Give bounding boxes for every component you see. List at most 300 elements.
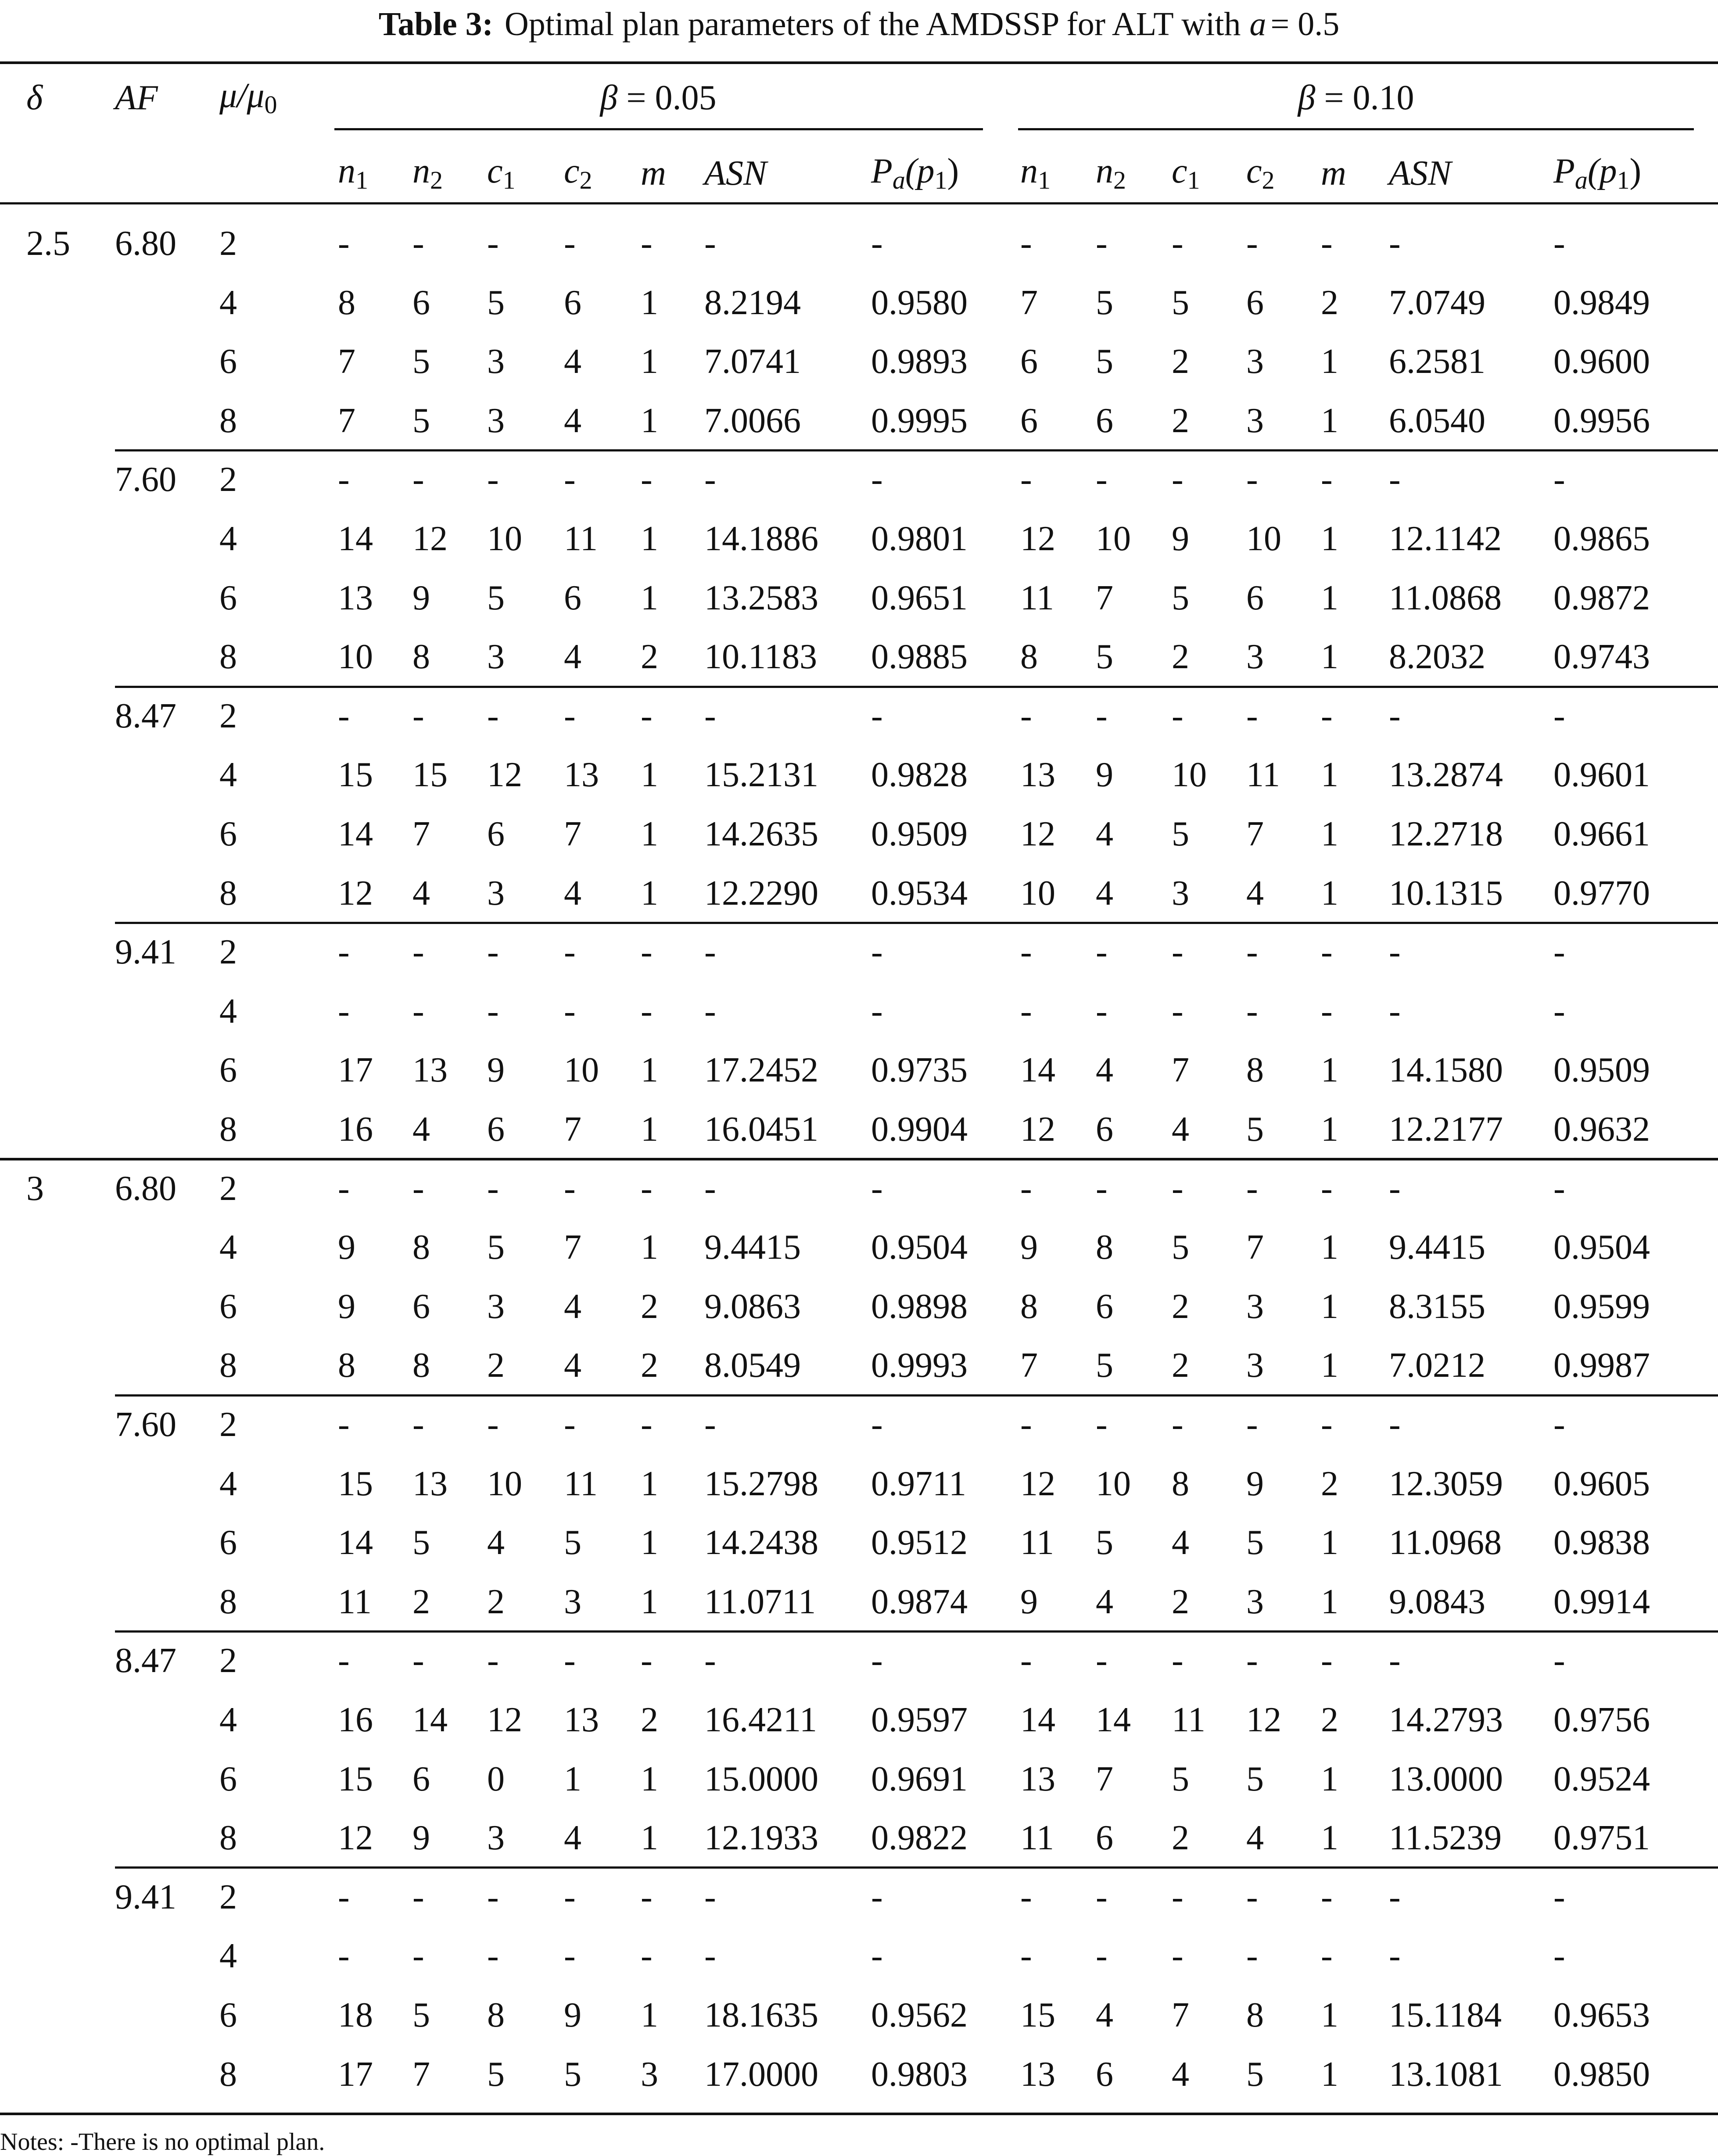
table-cell: 10: [1096, 1464, 1131, 1503]
table-cell: 14.2793: [1389, 1701, 1503, 1739]
table-cell: -: [1020, 992, 1032, 1031]
table-cell: -: [1172, 1641, 1184, 1680]
caption-param-value: = 0.5: [1270, 5, 1340, 43]
table-cell: 4: [564, 637, 581, 677]
table-cell: 4: [1246, 1819, 1264, 1858]
cell-mu-ratio: 8: [219, 1819, 237, 1858]
table-cell: 1: [641, 401, 658, 440]
table-cell: 1: [641, 815, 658, 853]
table-cell: 2: [1321, 1464, 1338, 1503]
table-cell: -: [1020, 1405, 1032, 1444]
table-cell: 0.9849: [1553, 283, 1650, 322]
table-cell: 4: [564, 342, 581, 381]
table-cell: 5: [1096, 1346, 1113, 1385]
table-cell: 1: [641, 519, 658, 558]
table-cell: 10.1183: [704, 637, 818, 677]
table-cell: 4: [564, 1819, 581, 1858]
table-cell: -: [487, 1405, 499, 1444]
table-cell: 5: [1246, 1759, 1264, 1798]
table-cell: 1: [641, 1051, 658, 1090]
table-cell: 8.3155: [1389, 1287, 1485, 1326]
table-cell: -: [1246, 460, 1258, 499]
table-cell: 8: [412, 1228, 430, 1267]
table-cell: 4: [1172, 1110, 1189, 1149]
table-cell: 8: [412, 1346, 430, 1385]
table-cell: 12.1933: [704, 1819, 818, 1858]
table-cell: 6: [1096, 401, 1113, 440]
cell-mu-ratio: 6: [219, 815, 237, 853]
beta-010-rule: [1018, 128, 1694, 130]
cell-mu-ratio: 6: [219, 1287, 237, 1326]
table-cell: 3: [564, 1582, 581, 1621]
af-group-rule: [115, 1866, 1718, 1869]
table-cell: -: [338, 1169, 350, 1208]
table-cell: 8: [487, 1996, 505, 2034]
table-cell: 0.9597: [871, 1701, 968, 1739]
table-cell: 5: [1246, 1110, 1264, 1149]
table-cell: -: [1321, 1937, 1333, 1976]
table-cell: 0.9504: [871, 1228, 968, 1267]
table-cell: -: [1553, 1405, 1565, 1444]
table-cell: -: [871, 1877, 883, 1916]
table-cell: 1: [641, 1996, 658, 2034]
table-cell: 2: [1172, 1819, 1189, 1858]
table-cell: 0.9993: [871, 1346, 968, 1385]
table-cell: -: [871, 1937, 883, 1976]
table-cell: -: [487, 933, 499, 972]
table-cell: 8: [1020, 1287, 1038, 1326]
table-cell: 14.2438: [704, 1523, 818, 1562]
table-cell: 10: [487, 1464, 522, 1503]
table-cell: 5: [1172, 1759, 1189, 1798]
header-rule: [0, 202, 1718, 204]
cell-mu-ratio: 8: [219, 401, 237, 440]
table-cell: 2: [641, 1287, 658, 1326]
table-cell: 1: [1321, 1287, 1338, 1326]
table-cell: 3: [1246, 1287, 1264, 1326]
header-col-c1-b005: $c_1$: [487, 152, 516, 194]
table-cell: 7: [564, 815, 581, 853]
table-cell: 13: [412, 1464, 448, 1503]
table-cell: -: [1553, 1877, 1565, 1916]
table-cell: 2: [641, 1346, 658, 1385]
table-cell: -: [1321, 1877, 1333, 1916]
cell-mu-ratio: 4: [219, 1464, 237, 1503]
table-cell: 0.9956: [1553, 401, 1650, 440]
table-cell: -: [641, 1877, 653, 1916]
table-cell: -: [641, 696, 653, 735]
table-cell: -: [412, 1877, 424, 1916]
table-cell: 5: [1172, 578, 1189, 617]
header-mu-ratio: $\mu/\mu_0$: [219, 76, 277, 119]
table-cell: 3: [1246, 1346, 1264, 1385]
table-cell: 10: [338, 637, 373, 677]
table-cell: 1: [641, 283, 658, 322]
table-cell: -: [412, 1405, 424, 1444]
table-cell: 15.2131: [704, 756, 818, 795]
table-cell: 11.0711: [704, 1582, 816, 1621]
table-cell: 0.9651: [871, 578, 968, 617]
table-cell: 7: [412, 815, 430, 853]
table-cell: 6: [487, 1110, 505, 1149]
table-cell: 12: [1020, 815, 1055, 853]
table-cell: 6.2581: [1389, 342, 1485, 381]
table-cell: -: [564, 1937, 576, 1976]
table-cell: 11: [1172, 1701, 1206, 1739]
table-cell: 14: [338, 519, 373, 558]
table-cell: -: [338, 933, 350, 972]
table-cell: 13: [1020, 756, 1055, 795]
table-cell: -: [1096, 224, 1108, 263]
table-cell: 17: [338, 1051, 373, 1090]
table-cell: -: [412, 1937, 424, 1976]
table-cell: 7.0066: [704, 401, 801, 440]
cell-mu-ratio: 2: [219, 224, 237, 263]
table-cell: 1: [1321, 1346, 1338, 1385]
table-cell: 0.9898: [871, 1287, 968, 1326]
table-notes: Notes: -There is no optimal plan.: [0, 2128, 325, 2156]
table-cell: -: [1321, 1169, 1333, 1208]
table-cell: 9.0863: [704, 1287, 801, 1326]
table-cell: 1: [1321, 1110, 1338, 1149]
table-cell: -: [871, 992, 883, 1031]
cell-af: 9.41: [115, 933, 176, 972]
table-cell: 0.9828: [871, 756, 968, 795]
table-cell: 12: [487, 1701, 522, 1739]
header-af: AF: [115, 79, 158, 117]
cell-mu-ratio: 6: [219, 1523, 237, 1562]
table-cell: -: [1389, 696, 1401, 735]
table-cell: 4: [412, 1110, 430, 1149]
table-cell: 6: [1096, 1819, 1113, 1858]
cell-mu-ratio: 2: [219, 1169, 237, 1208]
table-cell: 14: [1096, 1701, 1131, 1739]
table-cell: -: [1020, 696, 1032, 735]
table-cell: -: [704, 992, 716, 1031]
table-cell: 7: [1246, 815, 1264, 853]
table-cell: 15.1184: [1389, 1996, 1502, 2034]
table-cell: 10: [564, 1051, 599, 1090]
table-cell: 9: [338, 1228, 355, 1267]
table-cell: -: [1553, 224, 1565, 263]
cell-mu-ratio: 6: [219, 1759, 237, 1798]
table-cell: 5: [1096, 342, 1113, 381]
table-cell: 0.9904: [871, 1110, 968, 1149]
table-cell: 2: [487, 1346, 505, 1385]
table-cell: 5: [1246, 2055, 1264, 2094]
table-cell: -: [1096, 1937, 1108, 1976]
table-cell: 1: [1321, 1228, 1338, 1267]
table-cell: 7: [1020, 1346, 1038, 1385]
table-cell: 7: [1096, 1759, 1113, 1798]
table-cell: 12.3059: [1389, 1464, 1503, 1503]
table-cell: -: [1172, 224, 1184, 263]
table-cell: 11: [564, 519, 598, 558]
table-cell: -: [1096, 992, 1108, 1031]
table-cell: 2: [1172, 1346, 1189, 1385]
table-cell: -: [1553, 460, 1565, 499]
cell-af: 8.47: [115, 696, 176, 735]
table-cell: 13: [1020, 1759, 1055, 1798]
table-cell: 0.9600: [1553, 342, 1650, 381]
table-cell: 1: [641, 1110, 658, 1149]
table-cell: 17.2452: [704, 1051, 818, 1090]
cell-af: 7.60: [115, 1405, 176, 1444]
table-cell: 12: [1020, 519, 1055, 558]
table-cell: -: [1389, 933, 1401, 972]
table-cell: 1: [1321, 637, 1338, 677]
table-cell: 8: [1096, 1228, 1113, 1267]
table-cell: -: [1096, 696, 1108, 735]
table-cell: 11: [1020, 578, 1054, 617]
table-cell: 0.9509: [871, 815, 968, 853]
table-cell: 6: [412, 283, 430, 322]
table-cell: 8: [412, 637, 430, 677]
table-cell: -: [641, 1169, 653, 1208]
table-cell: 0.9632: [1553, 1110, 1650, 1149]
table-cell: 11: [1020, 1819, 1054, 1858]
table-cell: 1: [641, 1759, 658, 1798]
table-cell: -: [1389, 1641, 1401, 1680]
table-cell: 4: [1172, 1523, 1189, 1562]
table-cell: 8: [1246, 1996, 1264, 2034]
table-cell: 10.1315: [1389, 874, 1503, 913]
table-cell: 0.9653: [1553, 1996, 1650, 2034]
cell-mu-ratio: 2: [219, 1405, 237, 1444]
table-cell: -: [412, 696, 424, 735]
table-cell: 4: [564, 401, 581, 440]
table-cell: -: [1389, 224, 1401, 263]
table-cell: -: [338, 696, 350, 735]
table-cell: 13: [338, 578, 373, 617]
table-cell: 3: [1172, 874, 1189, 913]
table-cell: 13.2874: [1389, 756, 1503, 795]
table-cell: 0.9874: [871, 1582, 968, 1621]
table-cell: 16.4211: [704, 1701, 818, 1739]
table-cell: 4: [412, 874, 430, 913]
table-cell: -: [1389, 1405, 1401, 1444]
table-cell: -: [1553, 1937, 1565, 1976]
header-col-n2-b005: $n_2$: [412, 152, 443, 194]
cell-af: 6.80: [115, 224, 176, 263]
table-cell: -: [871, 933, 883, 972]
header-col-n1-b005: $n_1$: [338, 152, 368, 194]
table-cell: -: [1020, 224, 1032, 263]
table-cell: -: [1246, 1641, 1258, 1680]
table-cell: 11.0868: [1389, 578, 1502, 617]
table-cell: 8: [1246, 1051, 1264, 1090]
delta-group-rule: [0, 1158, 1718, 1160]
table-cell: -: [487, 224, 499, 263]
table-cell: 16.0451: [704, 1110, 818, 1149]
table-cell: 9: [412, 578, 430, 617]
table-cell: 2: [1321, 1701, 1338, 1739]
table-cell: 9.0843: [1389, 1582, 1485, 1621]
table-cell: 0.9661: [1553, 815, 1650, 853]
table-cell: 0: [487, 1759, 505, 1798]
table-cell: 5: [412, 1523, 430, 1562]
table-cell: 1: [1321, 874, 1338, 913]
table-cell: 14: [338, 1523, 373, 1562]
table-cell: 6: [412, 1759, 430, 1798]
table-cell: 13: [564, 756, 599, 795]
cell-af: 8.47: [115, 1641, 176, 1680]
table-cell: -: [1020, 1877, 1032, 1916]
table-cell: 5: [564, 2055, 581, 2094]
table-cell: 3: [1246, 401, 1264, 440]
table-cell: 6: [487, 815, 505, 853]
table-cell: -: [1096, 1877, 1108, 1916]
table-cell: -: [641, 1641, 653, 1680]
table-cell: 7: [338, 342, 355, 381]
table-cell: 10: [1096, 519, 1131, 558]
table-cell: 3: [1246, 342, 1264, 381]
table-cell: -: [564, 696, 576, 735]
table-cell: 1: [1321, 756, 1338, 795]
table-cell: 5: [412, 1996, 430, 2034]
table-cell: 5: [487, 1228, 505, 1267]
table-cell: 17.0000: [704, 2055, 818, 2094]
table-cell: -: [1172, 696, 1184, 735]
table-cell: 3: [1246, 637, 1264, 677]
header-beta-005: β = 0.05: [600, 79, 717, 117]
table-cell: -: [704, 460, 716, 499]
table-cell: 10: [1020, 874, 1055, 913]
table-cell: 1: [1321, 1523, 1338, 1562]
table-cell: -: [871, 1641, 883, 1680]
table-caption: [0, 0, 1718, 48]
table-cell: 14: [412, 1701, 448, 1739]
table-cell: 4: [1172, 2055, 1189, 2094]
table-cell: 0.9580: [871, 283, 968, 322]
table-cell: 1: [1321, 401, 1338, 440]
table-cell: -: [1389, 1169, 1401, 1208]
table-cell: -: [1246, 1405, 1258, 1444]
table-cell: 4: [1096, 1582, 1113, 1621]
table-cell: 5: [412, 342, 430, 381]
table-cell: 0.9562: [871, 1996, 968, 2034]
table-cell: 2: [1321, 283, 1338, 322]
table-cell: -: [1321, 1405, 1333, 1444]
cell-af: 6.80: [115, 1169, 176, 1208]
table-cell: -: [564, 1641, 576, 1680]
table-cell: 11: [564, 1464, 598, 1503]
table-cell: -: [641, 1937, 653, 1976]
caption-label: Table 3:: [378, 5, 493, 43]
table-cell: 1: [1321, 815, 1338, 853]
table-cell: 13: [412, 1051, 448, 1090]
table-cell: 14.2635: [704, 815, 818, 853]
table-cell: -: [1246, 224, 1258, 263]
table-cell: -: [1389, 460, 1401, 499]
table-cell: 9: [1020, 1582, 1038, 1621]
table-cell: -: [1020, 933, 1032, 972]
table-cell: 7.0741: [704, 342, 801, 381]
table-cell: 0.9801: [871, 519, 968, 558]
table-cell: -: [704, 1877, 716, 1916]
cell-mu-ratio: 6: [219, 1051, 237, 1090]
table-cell: 5: [1172, 283, 1189, 322]
table-cell: 1: [1321, 1759, 1338, 1798]
table-cell: 4: [1096, 1996, 1113, 2034]
cell-mu-ratio: 2: [219, 696, 237, 735]
table-cell: 0.9838: [1553, 1523, 1650, 1562]
table-cell: 1: [641, 1464, 658, 1503]
table-cell: 7: [564, 1110, 581, 1149]
table-cell: -: [704, 1405, 716, 1444]
table-cell: -: [487, 460, 499, 499]
table-cell: 1: [641, 1819, 658, 1858]
table-cell: 0.9803: [871, 2055, 968, 2094]
table-cell: 7: [564, 1228, 581, 1267]
table-cell: 7: [1172, 1051, 1189, 1090]
table-cell: 9.4415: [1389, 1228, 1485, 1267]
table-cell: -: [412, 224, 424, 263]
table-cell: -: [1553, 1169, 1565, 1208]
table-cell: 10: [487, 519, 522, 558]
table-cell: 0.9605: [1553, 1464, 1650, 1503]
table-cell: 7: [338, 401, 355, 440]
table-cell: 8.2032: [1389, 637, 1485, 677]
table-cell: -: [1172, 1877, 1184, 1916]
af-group-rule: [115, 449, 1718, 451]
table-cell: 0.9509: [1553, 1051, 1650, 1090]
table-cell: -: [1246, 992, 1258, 1031]
table-cell: 11: [338, 1582, 372, 1621]
table-cell: -: [487, 1937, 499, 1976]
table-cell: 2: [641, 1701, 658, 1739]
table-cell: -: [641, 992, 653, 1031]
table-cell: 5: [1096, 637, 1113, 677]
table-cell: -: [871, 224, 883, 263]
table-cell: -: [1172, 1937, 1184, 1976]
cell-mu-ratio: 8: [219, 1346, 237, 1385]
table-cell: 4: [1246, 874, 1264, 913]
cell-mu-ratio: 2: [219, 1641, 237, 1680]
table-cell: 2: [1172, 1287, 1189, 1326]
table-cell: 5: [564, 1523, 581, 1562]
table-cell: -: [1096, 1405, 1108, 1444]
table-cell: 18.1635: [704, 1996, 818, 2034]
table-cell: 9: [1172, 519, 1189, 558]
table-cell: 9: [412, 1819, 430, 1858]
table-cell: 4: [1096, 815, 1113, 853]
table-cell: -: [641, 224, 653, 263]
table-cell: -: [338, 1405, 350, 1444]
table-cell: 2: [1172, 1582, 1189, 1621]
table-cell: 8: [1172, 1464, 1189, 1503]
table-cell: 12: [1246, 1701, 1281, 1739]
table-cell: 9.4415: [704, 1228, 801, 1267]
table-cell: 12.2290: [704, 874, 818, 913]
table-cell: -: [1321, 992, 1333, 1031]
table-cell: 8.2194: [704, 283, 801, 322]
table-cell: -: [1321, 933, 1333, 972]
table-cell: 18: [338, 1996, 373, 2034]
header-col-asn-b010: ASN: [1389, 154, 1452, 193]
table-cell: 2: [1172, 401, 1189, 440]
table-cell: 13: [564, 1701, 599, 1739]
table-cell: 5: [1246, 1523, 1264, 1562]
cell-mu-ratio: 8: [219, 1110, 237, 1149]
table-cell: -: [487, 992, 499, 1031]
table-cell: 0.9850: [1553, 2055, 1650, 2094]
table-cell: 14.1580: [1389, 1051, 1503, 1090]
table-cell: 0.9524: [1553, 1759, 1650, 1798]
table-cell: 5: [1172, 1228, 1189, 1267]
table-cell: 6: [1096, 1287, 1113, 1326]
table-cell: 8: [1020, 637, 1038, 677]
